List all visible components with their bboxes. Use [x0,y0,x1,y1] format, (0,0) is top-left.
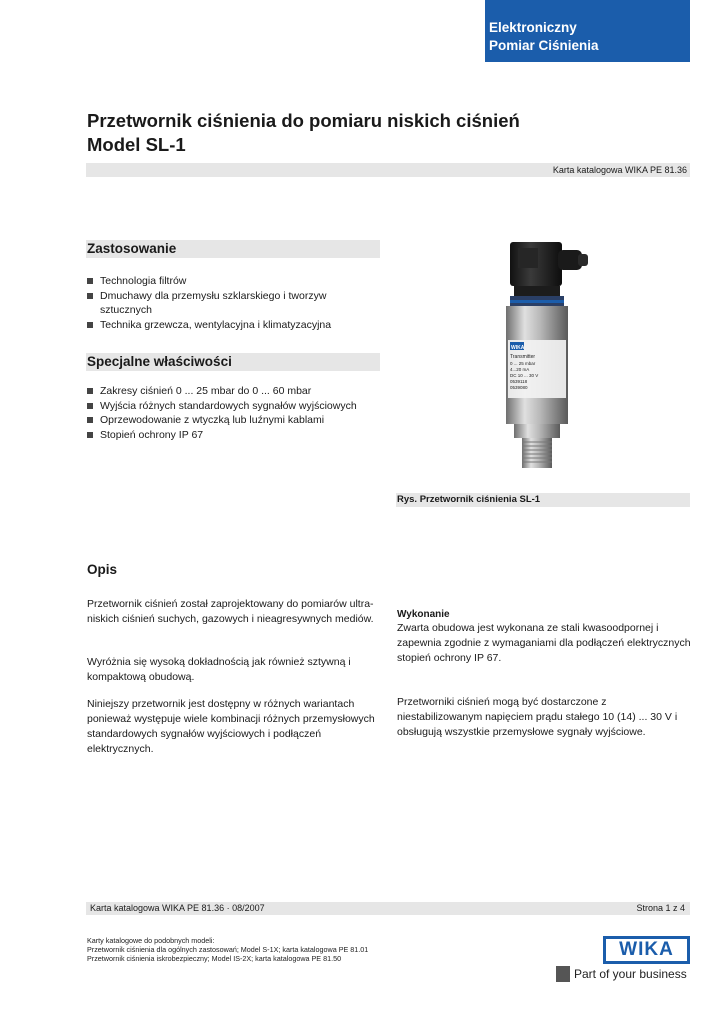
label-brand: WIKA [511,345,525,351]
specjalne-list [87,384,387,442]
pressure-transmitter-image [488,240,608,476]
wykonanie-paragraph-2: Przetworniki ciśnień mogą być dostarczone z niestabilizowanym napięciem prądu stałego 10 (14) ... 30 V i obsługują wszystkie przemysłowe sygnały wyjściowe. [397,696,678,738]
list-item: Technika grzewcza, wentylacyjna i klimatyzacyjna [87,318,387,333]
section-heading-specjalne: Specjalne właściwości [86,353,380,371]
category-line-2: Pomiar Ciśnienia [489,38,599,53]
figure-caption: Rys. Przetwornik ciśnienia SL-1 [396,493,690,507]
label-line: 4...20 mA [510,367,530,372]
list-item: Technologia filtrów [87,274,387,289]
section-heading-zastosowanie: Zastosowanie [86,240,380,258]
related-datasheets [87,936,368,963]
wykonanie-paragraph-1: Zwarta obudowa jest wykonana ze stali kwasoodpornej i zapewnia zgodnie z wymaganiami dla podłączeń elektrycznych stopień ochrony IP 67. [397,622,691,664]
catalog-reference-bar: Karta katalogowa WIKA PE 81.36 [86,163,690,177]
wika-logo: WIKA [603,936,690,964]
category-line-1: Elektroniczny [489,20,577,35]
label-line: 0539118 [510,379,528,384]
label-line: Transmitter [510,354,536,360]
wykonanie-heading: Wykonanie [397,609,450,620]
list-item: Oprzewodowanie z wtyczką lub luźnymi kablami [87,413,387,428]
zastosowanie-list [87,274,387,332]
opis-paragraph-1: Przetwornik ciśnień został zaprojektowany do pomiarów ultra-niskich ciśnień suchych, gazowych i nieagresywnych mediów. [87,598,374,625]
title-line-2: Model SL-1 [87,134,186,155]
page-number: Strona 1 z 4 [636,903,685,913]
footer-catalog-ref: Karta katalogowa WIKA PE 81.36 · 08/2007 [90,903,265,913]
opis-paragraph-3: Niniejszy przetwornik jest dostępny w różnych wariantach ponieważ występuje wiele kombinacji różnych przemysłowych standardowych sygnałów wyjściowych i podłączeń elektrycznych. [87,698,375,755]
label-line: 0 ... 25 mbar [510,361,536,366]
page-title [87,109,520,157]
list-item: Zakresy ciśnień 0 ... 25 mbar do 0 ... 60 mbar [87,384,387,399]
footer-bar [86,902,690,915]
section-heading-opis: Opis [87,562,118,577]
opis-paragraph-2: Wyróżnia się wysoką dokładnością jak również sztywną i kompaktową obudową. [87,656,351,683]
related-item: Przetwornik ciśnienia dla ogólnych zastosowań; Model S-1X; karta katalogowa PE 81.01 [87,945,369,954]
title-line-1: Przetwornik ciśnienia do pomiaru niskich ciśnień [87,110,520,131]
related-item: Przetwornik ciśnienia iskrobezpieczny; Model IS-2X; karta katalogowa PE 81.50 [87,954,342,963]
list-item: Dmuchawy dla przemysłu szklarskiego i tworzyw sztucznych [87,289,350,318]
list-item: Stopień ochrony IP 67 [87,428,387,443]
label-line: DC 10 ... 30 V [510,373,539,378]
category-header-box [485,0,690,62]
list-item: Wyjścia różnych standardowych sygnałów wyjściowych [87,399,387,414]
related-title: Karty katalogowe do podobnych modeli: [87,936,215,945]
tagline-square-icon [556,966,570,982]
tagline: Part of your business [574,967,687,981]
label-line: 0539080 [510,385,528,390]
